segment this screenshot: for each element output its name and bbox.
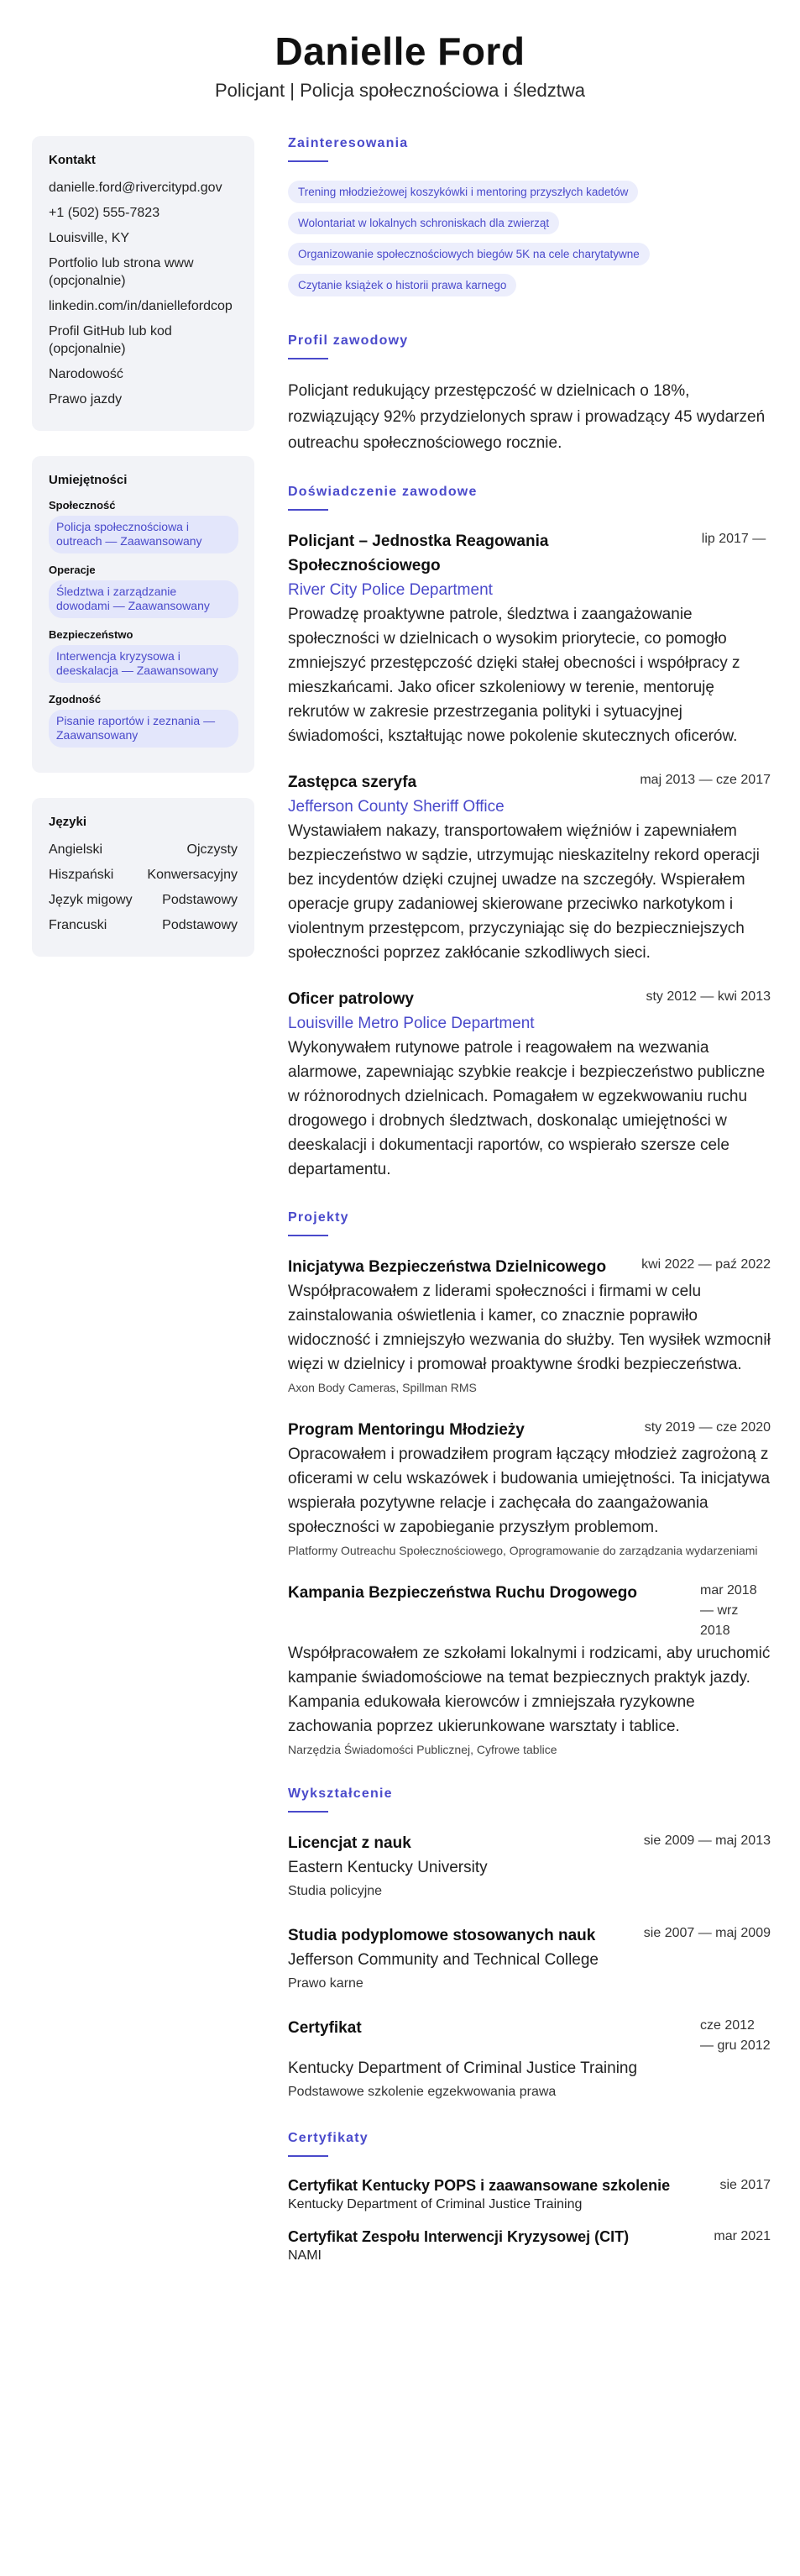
certificate-issuer: Kentucky Department of Criminal Justice Training	[288, 2197, 583, 2211]
job-description: Wykonywałem rutynowe patrole i reagowałem na wezwania alarmowe, zapewniając szybkie reakcje i bezpieczeństwo publiczne w różnorodnych dzielnicach. Pomagałem w egzekwowaniu ruchu drogowego i drobnych śledztwach, doskonaląc umiejętności w deeskalacji i dokumentacji raportów, co wspierało szersze cele departamentu.	[288, 1039, 766, 1178]
contact-portfolio[interactable]: Portfolio lub strona www (opcjonalnie)	[49, 256, 194, 288]
skill-category: Zgodność	[49, 693, 102, 706]
education-date: sie 2007 — maj 2009	[643, 1926, 771, 1940]
profile-summary: Policjant redukujący przestępczość w dzielnicach o 18%, rozwiązujący 92% przydzielonych spraw i prowadzący 45 wydarzeń outreachu społecznościowego rocznie.	[288, 382, 766, 452]
education-entry	[288, 2016, 771, 2102]
interests-list	[288, 181, 771, 305]
language-level: Podstawowy	[162, 893, 238, 907]
skill-group	[49, 564, 238, 618]
project-date: mar 2018 — wrz 2018	[700, 1583, 757, 1638]
education-section	[288, 1786, 771, 2102]
project-description: Opracowałem i prowadziłem program łączący młodzież zagrożoną z oficerami w celu wskazówek i budowania umiejętności. Ta inicjatywa wspierała pozytywne relacje i zachęcała do zaangażowania społeczności w zapobieganie przyszłym problemom.	[288, 1445, 771, 1536]
certificate-entry	[288, 2227, 771, 2264]
interest-tag: Trening młodzieżowej koszykówki i mentoring przyszłych kadetów	[288, 181, 638, 203]
school: Jefferson Community and Technical College	[288, 1951, 599, 1969]
project-tools: Axon Body Cameras, Spillman RMS	[288, 1381, 477, 1394]
skill-pill: Śledztwa i zarządzanie dowodami — Zaawansowany	[49, 580, 238, 618]
job-date: lip 2017 —	[701, 532, 766, 546]
main-content	[288, 136, 771, 2293]
project-tools: Platformy Outreachu Społecznościowego, Oprogramowanie do zarządzania wydarzeniami	[288, 1544, 758, 1557]
skill-category: Społeczność	[49, 499, 116, 512]
profile-section	[288, 333, 771, 456]
education-date: sie 2009 — maj 2013	[643, 1834, 771, 1848]
section-divider	[288, 358, 328, 359]
language-level: Podstawowy	[162, 918, 238, 932]
school: Kentucky Department of Criminal Justice Training	[288, 2059, 638, 2077]
language-row	[49, 841, 238, 858]
section-divider	[288, 1235, 328, 1236]
project-tools: Narzędzia Świadomości Publicznej, Cyfrowe tablice	[288, 1743, 557, 1756]
field-of-study: Prawo karne	[288, 1976, 363, 1991]
language-row	[49, 866, 238, 884]
experience-entry	[288, 987, 771, 1182]
certificate-issuer: NAMI	[288, 2248, 322, 2263]
languages-title: Języki	[49, 815, 87, 829]
field-of-study: Podstawowe szkolenie egzekwowania prawa	[288, 2085, 557, 2099]
project-description: Współpracowałem ze szkołami lokalnymi i rodzicami, aby uruchomić kampanie świadomościowe na temat bezpiecznych praktyk jazdy. Kampania edukowała kierowców i zmniejszała ryzykowne zachowania poprzez ukierunkowane warsztaty i tablice.	[288, 1645, 771, 1735]
project-entry	[288, 1418, 771, 1559]
section-title: Doświadczenie zawodowe	[288, 485, 478, 499]
contact-card	[32, 136, 254, 431]
section-title: Wykształcenie	[288, 1786, 393, 1801]
job-date: sty 2012 — kwi 2013	[646, 989, 771, 1004]
job-title: Policjant – Jednostka Reagowania Społecznościowego	[288, 533, 549, 574]
language-row	[49, 916, 238, 934]
job-title: Zastępca szeryfa	[288, 774, 417, 791]
contact-email[interactable]: danielle.ford@rivercitypd.gov	[49, 181, 222, 195]
skill-group	[49, 693, 238, 748]
section-divider	[288, 509, 328, 511]
skill-category: Operacje	[49, 564, 96, 576]
contact-nationality: Narodowość	[49, 367, 123, 381]
job-date: maj 2013 — cze 2017	[640, 773, 771, 787]
contact-location: Louisville, KY	[49, 231, 130, 245]
sidebar	[32, 136, 254, 2293]
projects-section	[288, 1210, 771, 1758]
degree: Studia podyplomowe stosowanych nauk	[288, 1927, 596, 1944]
contact-title: Kontakt	[49, 153, 96, 167]
section-divider	[288, 2155, 328, 2157]
experience-section	[288, 485, 771, 1182]
language-row	[49, 891, 238, 909]
job-title: Oficer patrolowy	[288, 990, 414, 1008]
education-date: cze 2012 — gru 2012	[700, 2018, 771, 2053]
project-entry	[288, 1581, 771, 1758]
certificate-name: Certyfikat Kentucky POPS i zaawansowane szkolenie	[288, 2177, 671, 2194]
language-name: Język migowy	[49, 893, 133, 907]
skill-category: Bezpieczeństwo	[49, 628, 133, 641]
school: Eastern Kentucky University	[288, 1859, 488, 1876]
certificate-name: Certyfikat Zespołu Interwencji Kryzysowej (CIT)	[288, 2228, 630, 2245]
degree: Certyfikat	[288, 2019, 362, 2037]
contact-phone: +1 (502) 555-7823	[49, 206, 160, 220]
project-description: Współpracowałem z liderami społeczności i firmami w celu zainstalowania oświetlenia i kamer, co znacznie poprawiło widoczność i zmniejszyło wezwania do służby. Ten wysiłek wzmocnił więzi w dzielnicy i promował proaktywne środki bezpieczeństwa.	[288, 1283, 771, 1373]
section-title: Zainteresowania	[288, 136, 409, 150]
certificates-section	[288, 2131, 771, 2264]
resume-body	[32, 136, 771, 2293]
job-description: Wystawiałem nakazy, transportowałem więźniów i zapewniałem bezpieczeństwo w sądzie, utrzymując nieskazitelny rekord operacji bez incydentów dzięki czujnej uwadze na szczegóły. Wspierałem operacje grupy zadaniowej skierowane przeciwko narkotykom i violentnym przestępcom, przyczyniając się do bezpieczniejszych społeczności poprzez zakłócanie szkodliwych sieci.	[288, 822, 760, 962]
skills-card	[32, 456, 254, 773]
project-date: kwi 2022 — paź 2022	[641, 1257, 771, 1272]
language-level: Konwersacyjny	[147, 868, 238, 882]
degree: Licencjat z nauk	[288, 1834, 411, 1852]
field-of-study: Studia policyjne	[288, 1884, 383, 1898]
language-name: Hiszpański	[49, 868, 114, 882]
employer: Jefferson County Sheriff Office	[288, 798, 505, 816]
skill-pill: Pisanie raportów i zeznania — Zaawansowany	[49, 710, 238, 748]
section-divider	[288, 160, 328, 162]
section-divider	[288, 1811, 328, 1813]
employer: Louisville Metro Police Department	[288, 1015, 535, 1032]
skill-group	[49, 628, 238, 683]
resume-header	[0, 0, 800, 101]
project-date: sty 2019 — cze 2020	[644, 1420, 771, 1435]
project-entry	[288, 1255, 771, 1396]
skill-pill: Interwencja kryzysowa i deeskalacja — Zaawansowany	[49, 645, 238, 683]
interest-tag: Wolontariat w lokalnych schroniskach dla zwierząt	[288, 212, 559, 234]
contact-linkedin[interactable]: linkedin.com/in/daniellefordcop	[49, 299, 233, 313]
skill-group	[49, 499, 238, 553]
job-subtitle: Policjant | Policja społecznościowa i śledztwa	[214, 80, 586, 101]
contact-driving-license: Prawo jazdy	[49, 392, 123, 407]
project-name: Inicjatywa Bezpieczeństwa Dzielnicowego	[288, 1258, 607, 1276]
section-title: Projekty	[288, 1210, 349, 1225]
section-title: Certyfikaty	[288, 2131, 369, 2145]
languages-card	[32, 798, 254, 957]
job-description: Prowadzę proaktywne patrole, śledztwa i zaangażowanie społeczności w dzielnicach o wysokim priorytecie, co pomogło zmniejszyć przestępczość dzięki stałej obecności i współpracy z mieszkańcami. Jako oficer szkoleniowy w terenie, mentoruję rekrutów w zakresie przestrzegania polityki i sytuacyjnej świadomości, kształtując nowe pokolenie skutecznych oficerów.	[288, 606, 740, 745]
person-name: Danielle Ford	[275, 29, 525, 73]
language-name: Francuski	[49, 918, 107, 932]
project-name: Kampania Bezpieczeństwa Ruchu Drogowego	[288, 1584, 637, 1602]
language-name: Angielski	[49, 842, 103, 857]
employer: River City Police Department	[288, 581, 493, 599]
project-name: Program Mentoringu Młodzieży	[288, 1421, 525, 1439]
experience-entry	[288, 770, 771, 965]
skill-pill: Policja społecznościowa i outreach — Zaawansowany	[49, 516, 238, 553]
education-entry	[288, 1923, 771, 1994]
certificate-date: sie 2017	[719, 2178, 771, 2192]
skills-title: Umiejętności	[49, 473, 128, 487]
certificate-entry	[288, 2175, 771, 2213]
interests-section	[288, 136, 771, 305]
education-entry	[288, 1831, 771, 1902]
interest-tag: Organizowanie społecznościowych biegów 5K na cele charytatywne	[288, 243, 650, 265]
interest-tag: Czytanie książek o historii prawa karnego	[288, 274, 516, 296]
contact-github[interactable]: Profil GitHub lub kod (opcjonalnie)	[49, 324, 172, 356]
language-level: Ojczysty	[186, 842, 238, 857]
experience-entry	[288, 529, 771, 748]
certificate-date: mar 2021	[714, 2229, 771, 2243]
section-title: Profil zawodowy	[288, 333, 409, 348]
